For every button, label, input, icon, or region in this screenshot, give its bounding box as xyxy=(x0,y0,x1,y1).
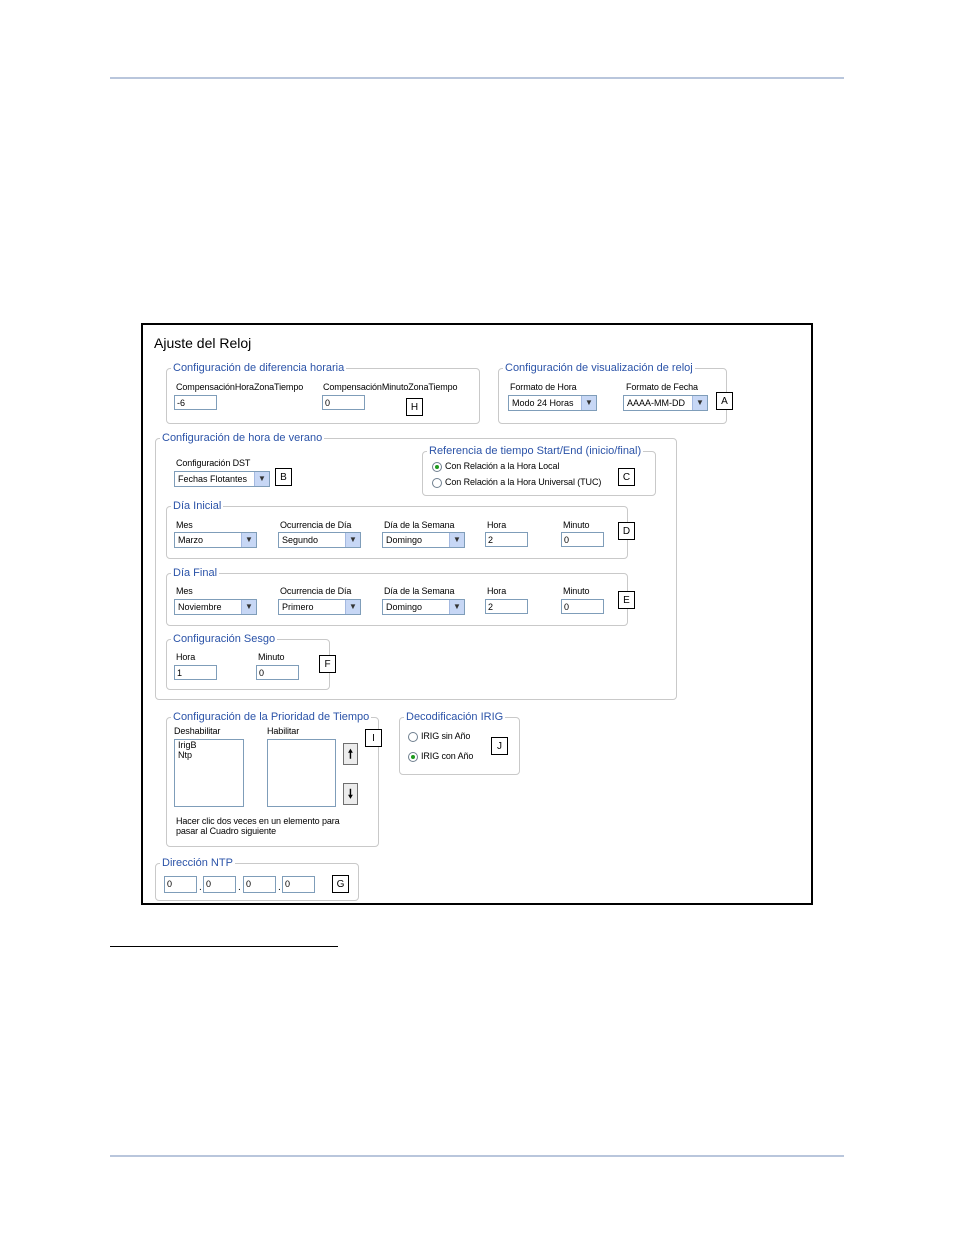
dst-legend: Configuración de hora de verano xyxy=(162,432,323,444)
ntp-octet-1-input[interactable]: 0 xyxy=(164,876,197,893)
ntp-octet-4-input[interactable]: 0 xyxy=(282,876,315,893)
time-offset-group xyxy=(166,362,480,424)
panel-title: Ajuste del Reloj xyxy=(154,335,252,351)
chevron-down-icon: ▼ xyxy=(345,600,360,614)
chevron-down-icon: ▼ xyxy=(241,600,256,614)
end-month-value: Noviembre xyxy=(178,602,222,612)
bias-minute-label: Minuto xyxy=(258,652,285,662)
ntp-separator: . xyxy=(238,882,241,893)
ntp-legend: Dirección NTP xyxy=(162,857,233,869)
time-format-label: Formato de Hora xyxy=(510,382,577,392)
start-occurrence-label: Ocurrencia de Día xyxy=(280,520,352,530)
end-month-label: Mes xyxy=(176,586,193,596)
chevron-down-icon: ▼ xyxy=(241,533,256,547)
irig-no-year-radio[interactable] xyxy=(408,732,418,742)
bias-hour-input[interactable]: 1 xyxy=(174,665,217,680)
end-hour-input[interactable]: 2 xyxy=(485,599,528,614)
hour-offset-input[interactable]: -6 xyxy=(174,395,217,410)
callout-h: H xyxy=(406,398,423,416)
start-minute-input[interactable]: 0 xyxy=(561,532,604,547)
header-rule xyxy=(110,77,844,79)
hour-offset-label: CompensaciónHoraZonaTiempo xyxy=(176,382,304,392)
clock-settings-panel xyxy=(141,323,813,905)
end-day-legend: Día Final xyxy=(173,567,218,579)
callout-a: A xyxy=(716,392,733,410)
irig-with-year-radio[interactable] xyxy=(408,752,418,762)
start-occurrence-select[interactable] xyxy=(278,532,361,548)
clock-display-group xyxy=(498,362,727,424)
start-minute-label: Minuto xyxy=(563,520,590,530)
priority-hint-line1: Hacer clic dos veces en un elemento para xyxy=(176,816,340,826)
end-occurrence-select[interactable] xyxy=(278,599,361,615)
list-item[interactable]: IrigB xyxy=(178,740,197,750)
priority-hint-line2: pasar al Cuadro siguiente xyxy=(176,826,277,836)
callout-j: J xyxy=(491,737,508,755)
ntp-separator: . xyxy=(278,882,281,893)
end-weekday-select[interactable] xyxy=(382,599,465,615)
date-format-select[interactable] xyxy=(623,395,708,411)
time-format-value: Modo 24 Horas xyxy=(512,398,574,408)
time-reference-legend: Referencia de tiempo Start/End (inicio/final) xyxy=(429,445,642,457)
move-down-button[interactable] xyxy=(343,783,358,805)
callout-g: G xyxy=(332,875,349,893)
ntp-octet-3-input[interactable]: 0 xyxy=(243,876,276,893)
callout-f: F xyxy=(319,655,336,673)
reference-utc-radio[interactable] xyxy=(432,478,442,488)
dst-config-value: Fechas Flotantes xyxy=(178,474,248,484)
end-minute-input[interactable]: 0 xyxy=(561,599,604,614)
move-up-button[interactable] xyxy=(343,743,358,765)
date-format-value: AAAA-MM-DD xyxy=(627,398,685,408)
ntp-separator: . xyxy=(199,882,202,893)
callout-i: I xyxy=(365,729,382,747)
irig-with-year-label: IRIG con Año xyxy=(421,751,474,761)
irig-legend: Decodificación IRIG xyxy=(406,711,504,723)
chevron-down-icon: ▼ xyxy=(254,472,269,486)
end-hour-label: Hora xyxy=(487,586,507,596)
chevron-down-icon: ▼ xyxy=(449,600,464,614)
start-hour-label: Hora xyxy=(487,520,507,530)
reference-local-label: Con Relación a la Hora Local xyxy=(445,461,560,471)
minute-offset-label: CompensaciónMinutoZonaTiempo xyxy=(323,382,458,392)
bias-legend: Configuración Sesgo xyxy=(173,633,276,645)
irig-no-year-label: IRIG sin Año xyxy=(421,731,471,741)
callout-e: E xyxy=(618,591,635,609)
chevron-down-icon: ▼ xyxy=(692,396,707,410)
start-hour-input[interactable]: 2 xyxy=(485,532,528,547)
dst-config-label: Configuración DST xyxy=(176,458,251,468)
arrow-down-icon: 🠗 xyxy=(347,787,354,801)
chevron-down-icon: ▼ xyxy=(345,533,360,547)
start-month-label: Mes xyxy=(176,520,193,530)
ntp-octet-2-input[interactable]: 0 xyxy=(203,876,236,893)
chevron-down-icon: ▼ xyxy=(449,533,464,547)
end-occurrence-value: Primero xyxy=(282,602,314,612)
start-occurrence-value: Segundo xyxy=(282,535,319,545)
footer-rule xyxy=(110,1155,844,1157)
callout-b: B xyxy=(275,468,292,486)
footnote-rule xyxy=(110,946,338,947)
end-minute-label: Minuto xyxy=(563,586,590,596)
callout-d: D xyxy=(618,522,635,540)
bias-minute-input[interactable]: 0 xyxy=(256,665,299,680)
time-offset-legend: Configuración de diferencia horaria xyxy=(173,362,345,374)
start-weekday-label: Día de la Semana xyxy=(384,520,455,530)
reference-local-radio[interactable] xyxy=(432,462,442,472)
reference-utc-label: Con Relación a la Hora Universal (TUC) xyxy=(445,477,602,487)
disabled-listbox[interactable] xyxy=(174,739,244,807)
start-month-value: Marzo xyxy=(178,535,204,545)
enabled-listbox[interactable] xyxy=(267,739,336,807)
clock-display-legend: Configuración de visualización de reloj xyxy=(505,362,693,374)
end-month-select[interactable] xyxy=(174,599,257,615)
dst-config-select[interactable] xyxy=(174,471,270,487)
end-occurrence-label: Ocurrencia de Día xyxy=(280,586,352,596)
disable-label: Deshabilitar xyxy=(174,726,221,736)
end-weekday-label: Día de la Semana xyxy=(384,586,455,596)
chevron-down-icon: ▼ xyxy=(581,396,596,410)
bias-hour-label: Hora xyxy=(176,652,196,662)
end-day-group xyxy=(166,567,628,626)
start-weekday-value: Domingo xyxy=(386,535,423,545)
callout-c: C xyxy=(618,468,635,486)
arrow-up-icon: 🠕 xyxy=(347,747,354,761)
list-item[interactable]: Ntp xyxy=(178,750,193,760)
minute-offset-input[interactable]: 0 xyxy=(322,395,365,410)
start-weekday-select[interactable] xyxy=(382,532,465,548)
end-weekday-value: Domingo xyxy=(386,602,423,612)
time-priority-legend: Configuración de la Prioridad de Tiempo xyxy=(173,711,370,723)
start-month-select[interactable] xyxy=(174,532,257,548)
time-format-select[interactable] xyxy=(508,395,597,411)
date-format-label: Formato de Fecha xyxy=(626,382,698,392)
enable-label: Habilitar xyxy=(267,726,300,736)
start-day-legend: Día Inicial xyxy=(173,500,222,512)
